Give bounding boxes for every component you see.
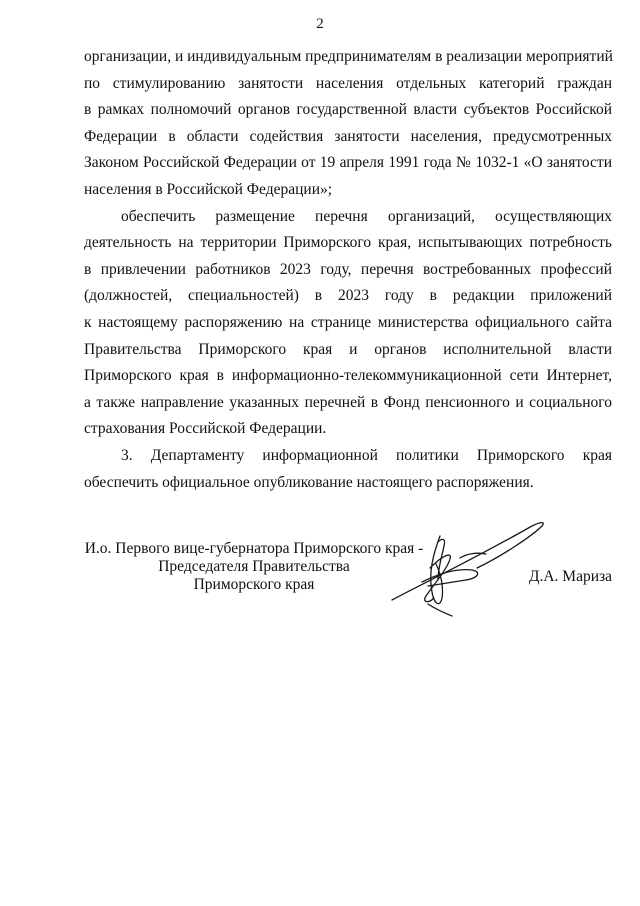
signer-name: Д.А. Мариза: [528, 568, 612, 585]
signer-title-line: Председателя Правительства: [158, 558, 350, 575]
body-line: в привлечении работников 2023 году, перечня востребованных профессий: [84, 260, 612, 278]
body-line: деятельность на территории Приморского края, испытывающих потребность: [84, 234, 612, 252]
body-line: Приморского края в информационно-телекоммуникационной сети Интернет,: [84, 367, 612, 385]
body-line: в рамках полномочий органов государственной власти субъектов Российской: [84, 101, 612, 119]
page-number: 2: [316, 16, 324, 32]
body-line: 3. Департаменту информационной политики Приморского края: [121, 446, 612, 464]
document-body: [84, 44, 612, 496]
body-line: населения в Российской Федерации»;: [84, 180, 333, 198]
signer-title: [84, 540, 424, 594]
body-line: обеспечить официальное опубликование настоящего распоряжения.: [84, 473, 534, 491]
body-line: (должностей, специальностей) в 2023 году в редакции приложений: [84, 287, 612, 305]
body-line: Федерации в области содействия занятости населения, предусмотренных: [84, 127, 612, 145]
body-line: Законом Российской Федерации от 19 апреля 1991 года № 1032-1 «О занятости: [84, 154, 612, 172]
body-line: по стимулированию занятости населения отдельных категорий граждан: [84, 74, 612, 92]
handwritten-signature: [382, 512, 554, 622]
body-line: организации, и индивидуальным предпринимателям в реализации мероприятий: [84, 48, 613, 65]
body-line: к настоящему распоряжению на странице министерства официального сайта: [84, 313, 612, 331]
body-line: страхования Российской Федерации.: [84, 420, 327, 438]
body-line: Правительства Приморского края и органов исполнительной власти: [84, 340, 612, 358]
signer-title-line: И.о. Первого вице-губернатора Приморского края -: [84, 540, 424, 557]
signer-title-line: Приморского края: [193, 576, 315, 593]
body-line: обеспечить размещение перечня организаций, осуществляющих: [121, 207, 612, 225]
body-line: а также направление указанных перечней в Фонд пенсионного и социального: [84, 393, 612, 411]
